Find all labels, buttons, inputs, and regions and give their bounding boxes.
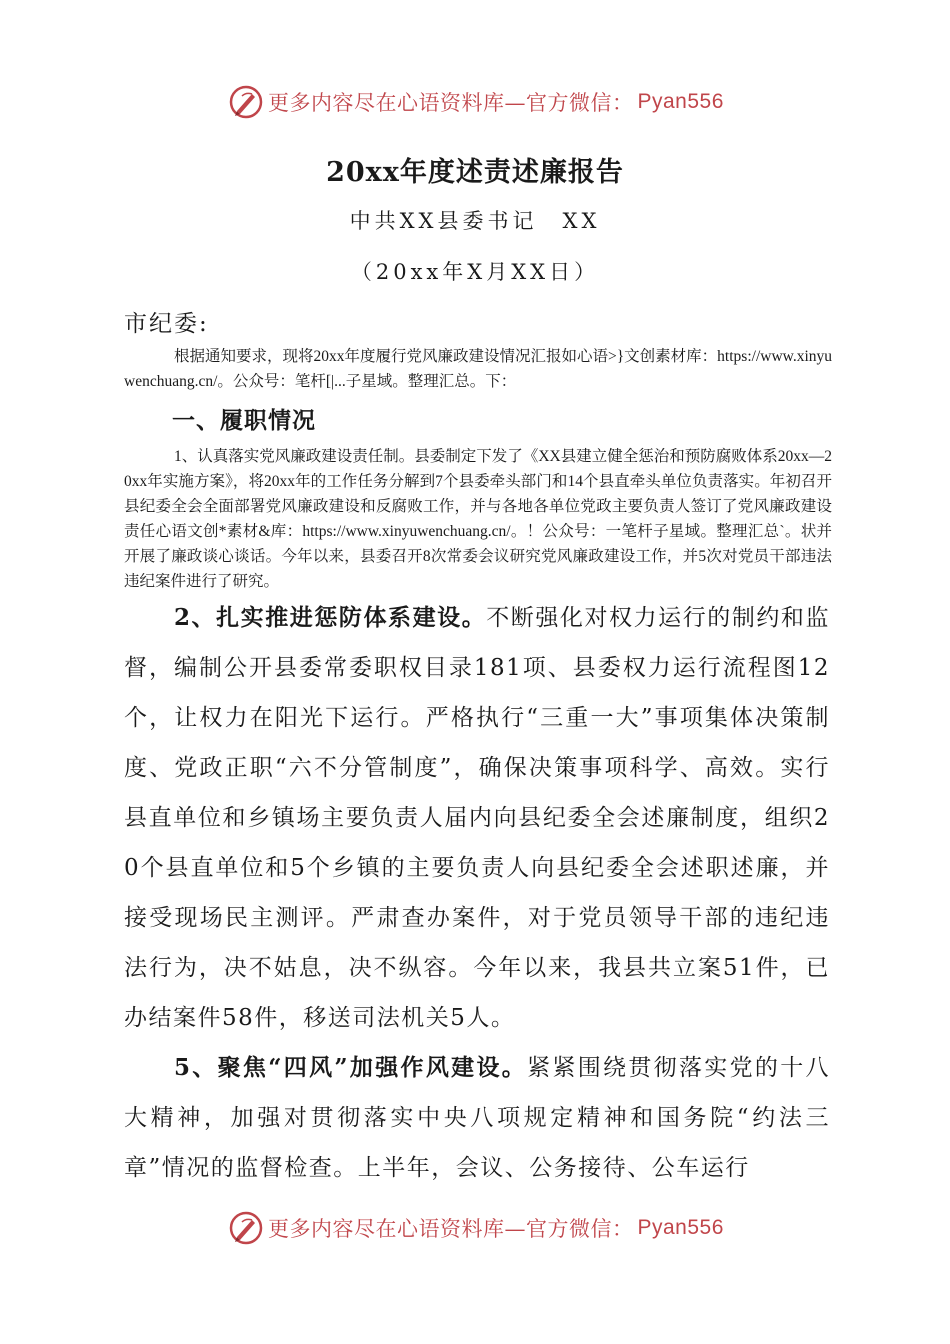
salutation: 市纪委: xyxy=(124,311,209,337)
paragraph-2 xyxy=(124,593,830,1043)
watermark-text: 更多内容尽在心语资料库—官方微信： xyxy=(268,1217,634,1241)
paragraph-5-lead: 5、聚焦“四风”加强作风建设。 xyxy=(174,1054,528,1081)
document-author: 中共XX县委书记 XX xyxy=(349,209,601,233)
watermark-text: 更多内容尽在心语资料库—官方微信： xyxy=(268,91,634,115)
watermark-banner-top xyxy=(228,82,728,122)
paragraph-2-body: 不断强化对权力运行的制约和监督，编制公开县委常委职权目录181项、县委权力运行流程图12个，让权力在阳光下运行。严格执行“三重一大”事项集体决策制度、党政正职“六不分管制度”，确保决策事项科学、高效。实行县直单位和乡镇场主要负责人届内向县纪委全会述廉制度，组织20个县直单位和5个乡镇的主要负责人向县纪委全会述职述廉，并接受现场民主测评。严肃查办案件，对于党员领导干部的违纪违法行为，决不姑息，决不纵容。今年以来，我县共立案51件，已办结案件58件，移送司法机关5人。 xyxy=(124,605,830,1031)
paragraph-1: 1、认真落实党风廉政建设责任制。县委制定下发了《XX县建立健全惩治和预防腐败体系20xx—20xx年实施方案》，将20xx年的工作任务分解到7个县委牵头部门和14个县直牵头单位负责落实。年初召开县纪委全会全面部署党风廉政建设和反腐败工作，并与各地各单位党政主要负责人签订了党风廉政建设责任心语文创*素材&库：https://www.xinyuwenchuang.cn/。！公众号：一笔杆子星域。整理汇总`。状并开展了廉政谈心谈话。今年以来，县委召开8次常委会议研究党风廉政建设工作，并5次对党员干部违法违纪案件进行了研究。 xyxy=(124,448,832,590)
pen-logo-icon xyxy=(228,1210,264,1246)
intro-paragraph: 根据通知要求，现将20xx年度履行党风廉政建设情况汇报如心语>}文创素材库：https://www.xinyuwenchuang.cn/。公众号：笔杆[|...子星域。整理汇总。下： xyxy=(124,348,833,390)
paragraph-5-body: 紧紧围绕贯彻落实党的十八大精神，加强对贯彻落实中央八项规定精神和国务院“约法三章”情况的监督检查。上半年，会议、公务接待、公车运行 xyxy=(124,1055,831,1181)
pen-logo-icon xyxy=(228,84,264,120)
document-title: 20xx年度述责述廉报告 xyxy=(326,157,624,188)
section-heading: 一、履职情况 xyxy=(172,407,316,434)
watermark-wechat-id: Pyan556 xyxy=(637,1216,724,1239)
watermark-wechat-id: Pyan556 xyxy=(637,90,724,113)
paragraph-2-lead: 2、扎实推进惩防体系建设。 xyxy=(174,604,487,631)
paragraph-5 xyxy=(124,1043,830,1193)
document-date: （20xx年X月XX日） xyxy=(350,260,600,284)
watermark-banner-bottom xyxy=(228,1208,728,1248)
